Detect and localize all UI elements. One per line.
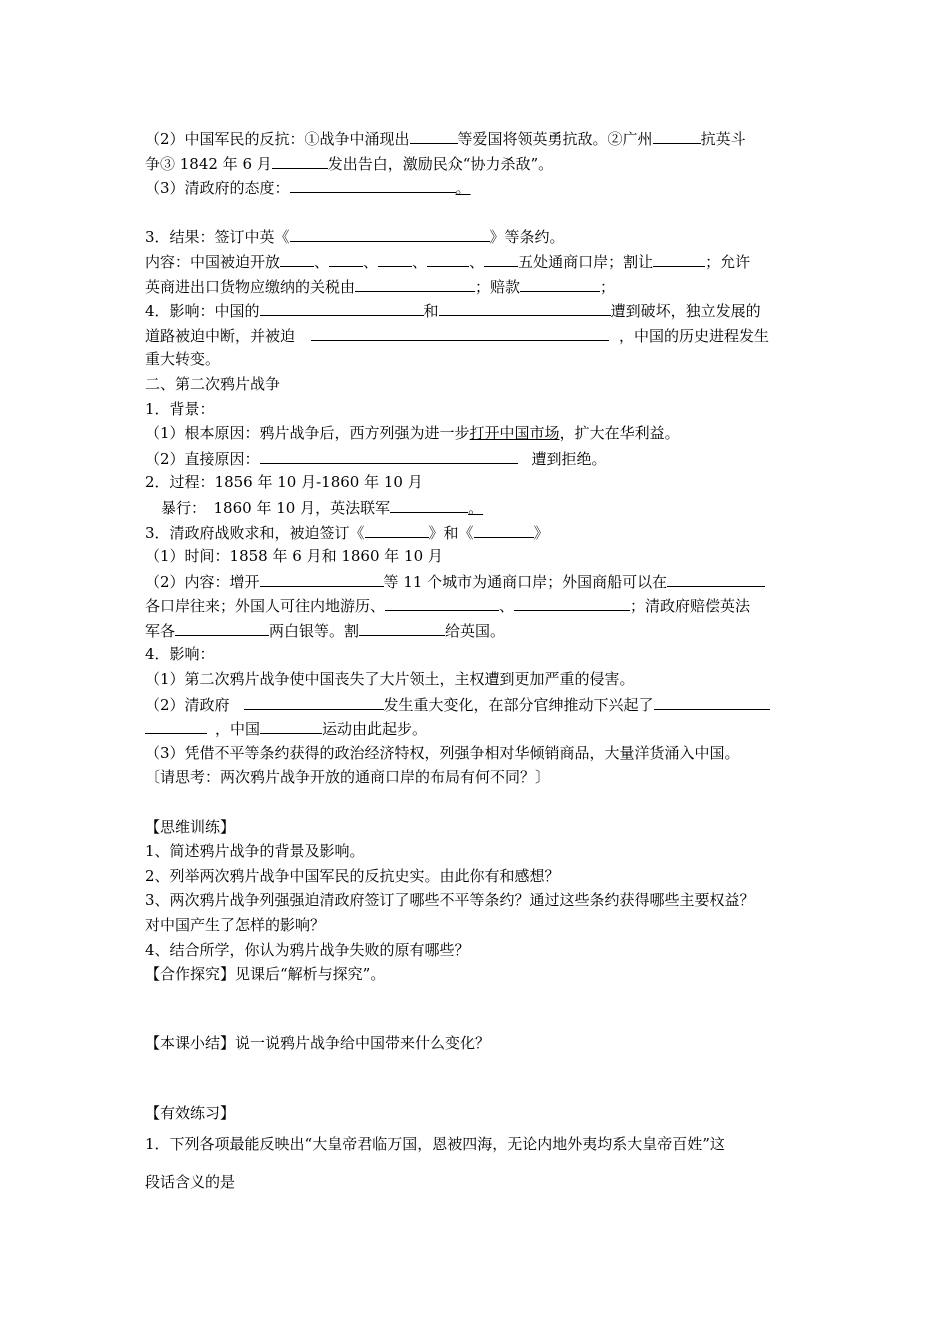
content-line-1 [145, 249, 825, 274]
training-q3 [145, 888, 825, 913]
blank[interactable] [311, 323, 609, 341]
text: （1）根本原因：鸦片战争后，西方列强为进一步 [145, 424, 470, 443]
content-line-2 [145, 274, 825, 299]
text: 4、结合所学，你认为鸦片战争失败的原有哪些？ [145, 940, 470, 959]
impact-line-1 [145, 298, 825, 323]
blank[interactable] [290, 224, 490, 242]
blank[interactable] [484, 249, 518, 267]
blank[interactable] [439, 298, 611, 316]
text: （3）凭借不平等条约获得的政治经济特权，列强争相对华倾销商品，大量洋货涌入中国。 [145, 743, 740, 762]
cooperation-line [145, 962, 825, 987]
text: 4．影响： [145, 645, 215, 664]
blank[interactable] [359, 618, 445, 636]
blank[interactable] [244, 692, 384, 710]
document-body [145, 126, 825, 1201]
impact2-item-3 [145, 741, 825, 766]
atrocity-line [145, 495, 825, 520]
text: 、 [499, 597, 515, 616]
text: ；允许 [705, 252, 751, 271]
resistance-line-1 [145, 126, 825, 151]
training-title [145, 815, 825, 840]
text: 等 11 个城市为通商口岸；外国商船可以在 [383, 572, 668, 591]
blank[interactable] [175, 618, 269, 636]
text: 、 [469, 252, 485, 271]
process-line [145, 470, 825, 495]
text: 抗英斗 [700, 130, 746, 148]
content2-line-2 [145, 593, 825, 618]
result-line [145, 224, 825, 249]
text: 3．结果：签订中英《 [145, 228, 290, 247]
blank[interactable] [410, 126, 458, 144]
text: 军各 [145, 621, 176, 640]
underlined-answer: 打开中国市场 [469, 424, 560, 443]
text: 》 [533, 523, 549, 542]
practice-title [145, 1101, 825, 1126]
text: 。 [455, 179, 471, 198]
impact2-item-2-cont [145, 716, 825, 741]
blank[interactable] [329, 249, 363, 267]
text: 〔请思考：两次鸦片战争开放的通商口岸的布局有何不同？〕 [145, 768, 551, 787]
text: 【合作探究】见课后“解析与探究”。 [145, 965, 386, 984]
training-q4 [145, 938, 825, 963]
impact2-item-2 [145, 692, 825, 717]
text: 2．过程：1856 年 10 月-1860 年 10 月 [145, 473, 423, 492]
text: ，中国 [215, 720, 261, 739]
spacer [145, 1081, 825, 1101]
text: 、 [412, 252, 428, 271]
text: （2）清政府 [145, 695, 230, 714]
training-q1 [145, 839, 825, 864]
blank[interactable] [653, 126, 701, 144]
text: （2）内容：增开 [145, 572, 260, 591]
training-q3-cont [145, 913, 825, 938]
text: 【思维训练】 [145, 817, 236, 836]
spacer [145, 200, 825, 225]
blank[interactable] [280, 249, 314, 267]
text: 3、两次鸦片战争列强强迫清政府签订了哪些不平等条约？通过这些条约获得哪些主要权益？ [145, 891, 755, 910]
text: （2）直接原因： [145, 449, 260, 468]
text: 等爱国将领英勇抗敌。②广州 [457, 130, 653, 148]
section-heading [145, 372, 825, 397]
text: （1）时间：1858 年 6 月和 1860 年 10 月 [145, 547, 443, 566]
content2-line-3 [145, 618, 825, 643]
text: 遭到破坏，独立发展的 [610, 302, 761, 321]
blank[interactable] [514, 593, 630, 611]
root-cause-line [145, 421, 825, 446]
blank[interactable] [390, 495, 468, 513]
text: 1．背景： [145, 399, 215, 418]
spacer [145, 790, 825, 815]
spacer [145, 1011, 825, 1031]
blank[interactable] [260, 569, 384, 587]
blank[interactable] [667, 569, 765, 587]
summary-line [145, 1031, 825, 1056]
blank[interactable] [385, 593, 499, 611]
blank[interactable] [520, 274, 600, 292]
text: 英商进出口货物应缴纳的关税由 [145, 277, 356, 296]
text: 重大转变。 [145, 350, 221, 369]
impact2-label [145, 642, 825, 667]
blank[interactable] [355, 274, 475, 292]
background-label [145, 397, 825, 422]
text: 给英国。 [445, 621, 506, 640]
blank[interactable] [145, 716, 207, 734]
blank[interactable] [427, 249, 469, 267]
text: 1、简述鸦片战争的背景及影响。 [145, 842, 365, 861]
text: 段话含义的是 [145, 1173, 236, 1192]
text: 、 [363, 252, 379, 271]
text: 各口岸往来；外国人可往内地游历、 [145, 597, 386, 616]
text: 二、第二次鸦片战争 [145, 374, 281, 393]
text: 4．影响：中国的 [145, 302, 260, 321]
direct-cause-line [145, 446, 825, 471]
think-note [145, 765, 825, 790]
text: 》等条约。 [489, 228, 565, 247]
text: 3．清政府战败求和，被迫签订《 [145, 523, 365, 542]
text: 和 [423, 302, 439, 321]
blank[interactable] [654, 692, 770, 710]
blank[interactable] [260, 446, 518, 464]
resistance-line-2 [145, 151, 825, 176]
text: ； [600, 277, 616, 296]
blank[interactable] [260, 716, 322, 734]
text: 两白银等。割 [269, 621, 360, 640]
blank[interactable] [474, 520, 534, 538]
text: ，中国的历史进程发生 [619, 326, 770, 345]
text: 内容：中国被迫开放 [145, 252, 281, 271]
impact-line-3 [145, 347, 825, 372]
blank[interactable] [365, 520, 429, 538]
text: 》和《 [428, 523, 474, 542]
text: 。 [468, 498, 484, 517]
blank[interactable] [260, 298, 424, 316]
text: 【本课小结】说一说鸦片战争给中国带来什么变化？ [145, 1034, 491, 1053]
text: 五处通商口岸；割让 [518, 252, 654, 271]
text: （2）中国军民的反抗：①战争中涌现出 [145, 130, 410, 148]
training-q2 [145, 864, 825, 889]
text: 对中国产生了怎样的影响？ [145, 916, 326, 934]
blank[interactable] [378, 249, 412, 267]
text: 道路被迫中断，并被迫 [145, 326, 296, 345]
content2-line-1 [145, 569, 825, 594]
practice-q1-cont [145, 1163, 825, 1201]
qing-attitude-line [145, 175, 825, 200]
text: 遭到拒绝。 [531, 449, 607, 468]
text: ；清政府赔偿英法 [630, 597, 751, 616]
text: 1．下列各项最能反映出“大皇帝君临万国，恩被四海，无论内地外夷均系大皇帝百姓”这 [145, 1135, 725, 1154]
treaty-line [145, 520, 825, 545]
blank[interactable] [653, 249, 705, 267]
time-line [145, 544, 825, 569]
text: 发生重大变化，在部分官绅推动下兴起了 [383, 695, 654, 714]
text: ；赔款 [475, 277, 521, 296]
text: （3）清政府的态度： [145, 179, 290, 198]
impact-line-2 [145, 323, 825, 348]
text: 【有效练习】 [145, 1103, 236, 1122]
practice-q1 [145, 1125, 825, 1163]
text: ，扩大在华利益。 [559, 424, 680, 443]
text: 发出告白，激励民众“协力杀敌”。 [327, 154, 554, 173]
impact2-item-1 [145, 667, 825, 692]
blank[interactable] [290, 175, 456, 193]
spacer [145, 987, 825, 1012]
text: （1）第二次鸦片战争使中国丧失了大片领土，主权遭到更加严重的侵害。 [145, 670, 635, 689]
spacer [145, 1056, 825, 1081]
text: 运动由此起步。 [322, 720, 428, 739]
text: 争③ 1842 年 6 月 [145, 154, 272, 173]
text: 、 [314, 252, 330, 271]
text: 暴行： 1860 年 10 月，英法联军 [161, 498, 391, 517]
text: 2、列举两次鸦片战争中国军民的反抗史实。由此你有和感想？ [145, 866, 560, 885]
blank[interactable] [272, 151, 328, 169]
